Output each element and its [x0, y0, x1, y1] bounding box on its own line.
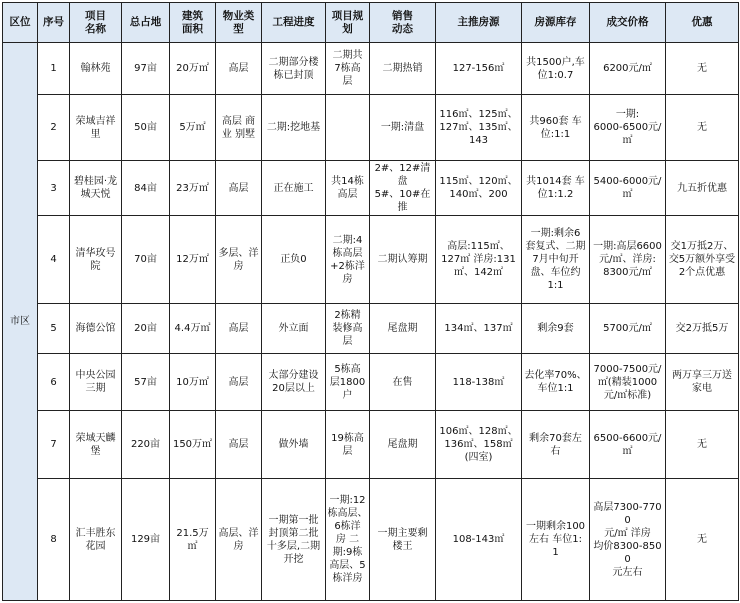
table-row	[3, 304, 739, 354]
table-cell: 150万㎡	[170, 411, 216, 479]
table-cell: 高层	[216, 411, 262, 479]
table-cell: 正负0	[262, 216, 326, 304]
table-cell: 无	[666, 43, 739, 95]
table-cell: 129亩	[122, 479, 170, 601]
table-cell: 一期:剩余6 套复式、二期 7月中旬开 盘、车位约 1:1	[522, 216, 590, 304]
table-cell: 5700元/㎡	[590, 304, 666, 354]
table-cell: 5400-6000元/ ㎡	[590, 161, 666, 216]
table-cell: 无	[666, 411, 739, 479]
table-cell: 118-138㎡	[436, 354, 522, 411]
table-cell: 尾盘期	[370, 304, 436, 354]
table-cell: 去化率70%、 车位1:1	[522, 354, 590, 411]
property-table	[2, 2, 739, 601]
table-cell: 一期剩余100 左右 车位1: 1	[522, 479, 590, 601]
header-cell: 成交价格	[590, 3, 666, 43]
table-row	[3, 411, 739, 479]
table-cell: 116㎡、125㎡、 127㎡、135㎡、 143	[436, 95, 522, 161]
table-cell: 57亩	[122, 354, 170, 411]
table-cell: 清华玫号 院	[70, 216, 122, 304]
table-row	[3, 216, 739, 304]
table-cell: 做外墙	[262, 411, 326, 479]
table-cell: 一期第一批 封顶第二批 十多层,二期 开挖	[262, 479, 326, 601]
header-cell: 房源库存	[522, 3, 590, 43]
table-cell: 4.4万㎡	[170, 304, 216, 354]
table-cell: 5万㎡	[170, 95, 216, 161]
table-cell: 剩余9套	[522, 304, 590, 354]
header-cell: 项目规 划	[326, 3, 370, 43]
table-cell: 中央公园 三期	[70, 354, 122, 411]
header-cell: 区位	[3, 3, 38, 43]
table-cell: 高层7300-7700 元/㎡ 洋房 均价8300-8500 元左右	[590, 479, 666, 601]
table-cell: 尾盘期	[370, 411, 436, 479]
table-cell: 共1014套 车 位1:1.2	[522, 161, 590, 216]
table-cell: 50亩	[122, 95, 170, 161]
table-row	[3, 354, 739, 411]
table-cell: 20亩	[122, 304, 170, 354]
table-cell: 7000-7500元/ ㎡(精装1000 元/㎡标准)	[590, 354, 666, 411]
table-cell: 12万㎡	[170, 216, 216, 304]
table-cell: 10万㎡	[170, 354, 216, 411]
table-cell: 高层	[216, 354, 262, 411]
table-cell: 1	[38, 43, 70, 95]
table-cell: 21.5万 ㎡	[170, 479, 216, 601]
table-cell: 外立面	[262, 304, 326, 354]
table-cell: 115㎡、120㎡、 140㎡、200	[436, 161, 522, 216]
table-cell: 高层	[216, 43, 262, 95]
header-cell: 主推房源	[436, 3, 522, 43]
table-cell: 荣域天麟 堡	[70, 411, 122, 479]
table-cell: 108-143㎡	[436, 479, 522, 601]
table-cell: 7	[38, 411, 70, 479]
table-cell: 127-156㎡	[436, 43, 522, 95]
table-cell: 23万㎡	[170, 161, 216, 216]
table-cell: 荣域吉祥 里	[70, 95, 122, 161]
table-cell: 6200元/㎡	[590, 43, 666, 95]
table-cell: 二期认筹期	[370, 216, 436, 304]
table-cell: 2栋精 装修高 层	[326, 304, 370, 354]
table-cell: 一期: 6000-6500元/ ㎡	[590, 95, 666, 161]
table-cell: 交2万抵5万	[666, 304, 739, 354]
table-cell: 二期:4 栋高层 +2栋洋 房	[326, 216, 370, 304]
header-cell: 序号	[38, 3, 70, 43]
table-cell: 2#、12#清盘 5#、10#在推	[370, 161, 436, 216]
header-cell: 总占地	[122, 3, 170, 43]
table-row	[3, 161, 739, 216]
table-cell: 4	[38, 216, 70, 304]
table-cell: 剩余70套左 右	[522, 411, 590, 479]
table-cell: 一期:高层6600 元/㎡、洋房: 8300元/㎡	[590, 216, 666, 304]
table-cell: 多层、洋 房	[216, 216, 262, 304]
table-cell: 19栋高 层	[326, 411, 370, 479]
table-cell	[326, 95, 370, 161]
table-cell: 共1500户,车 位1:0.7	[522, 43, 590, 95]
table-cell: 5栋高 层1800 户	[326, 354, 370, 411]
table-cell: 84亩	[122, 161, 170, 216]
table-cell: 134㎡、137㎡	[436, 304, 522, 354]
table-cell: 3	[38, 161, 70, 216]
table-cell: 共960套 车 位:1:1	[522, 95, 590, 161]
table-cell: 交1万抵2万、 交5万额外享受 2个点优惠	[666, 216, 739, 304]
table-cell: 97亩	[122, 43, 170, 95]
table-cell: 海德公馆	[70, 304, 122, 354]
table-cell: 无	[666, 479, 739, 601]
region-cell: 市区	[3, 43, 38, 601]
table-cell: 高层	[216, 161, 262, 216]
header-cell: 项目 名称	[70, 3, 122, 43]
table-cell: 高层	[216, 304, 262, 354]
table-row	[3, 95, 739, 161]
table-cell: 太部分建设 20层以上	[262, 354, 326, 411]
table-cell: 220亩	[122, 411, 170, 479]
table-cell: 20万㎡	[170, 43, 216, 95]
table-row	[3, 479, 739, 601]
table-cell: 70亩	[122, 216, 170, 304]
table-cell: 5	[38, 304, 70, 354]
table-row	[3, 43, 739, 95]
table-cell: 一期:12 栋高层、 6栋洋 房 二 期:9栋 高层、5 栋洋房	[326, 479, 370, 601]
table-cell: 九五折优惠	[666, 161, 739, 216]
table-cell: 106㎡、128㎡、 136㎡、158㎡ (四室)	[436, 411, 522, 479]
table-cell: 两万享三万送 家电	[666, 354, 739, 411]
table-cell: 汇丰胜东 花园	[70, 479, 122, 601]
table-cell: 一期:清盘	[370, 95, 436, 161]
table-cell: 2	[38, 95, 70, 161]
table-cell: 二期共 7栋高 层	[326, 43, 370, 95]
header-cell: 销售 动态	[370, 3, 436, 43]
table-cell: 6500-6600元/ ㎡	[590, 411, 666, 479]
table-cell: 高层 商 业 别墅	[216, 95, 262, 161]
table-cell: 二期:挖地基	[262, 95, 326, 161]
table-cell: 二期热销	[370, 43, 436, 95]
header-cell: 工程进度	[262, 3, 326, 43]
table-cell: 二期部分楼 栋已封顶	[262, 43, 326, 95]
table-cell: 在售	[370, 354, 436, 411]
header-cell: 优惠	[666, 3, 739, 43]
table-cell: 6	[38, 354, 70, 411]
header-cell: 建筑 面积	[170, 3, 216, 43]
table-cell: 高层、洋 房	[216, 479, 262, 601]
header-row	[3, 3, 739, 43]
table-cell: 8	[38, 479, 70, 601]
table-cell: 一期主要剩 楼王	[370, 479, 436, 601]
header-cell: 物业类 型	[216, 3, 262, 43]
table-cell: 正在施工	[262, 161, 326, 216]
table-cell: 共14栋 高层	[326, 161, 370, 216]
property-table-container	[2, 2, 739, 601]
table-cell: 高层:115㎡、 127㎡ 洋房:131 ㎡、142㎡	[436, 216, 522, 304]
table-cell: 无	[666, 95, 739, 161]
table-cell: 碧桂园·龙 城天悦	[70, 161, 122, 216]
table-cell: 翰林苑	[70, 43, 122, 95]
